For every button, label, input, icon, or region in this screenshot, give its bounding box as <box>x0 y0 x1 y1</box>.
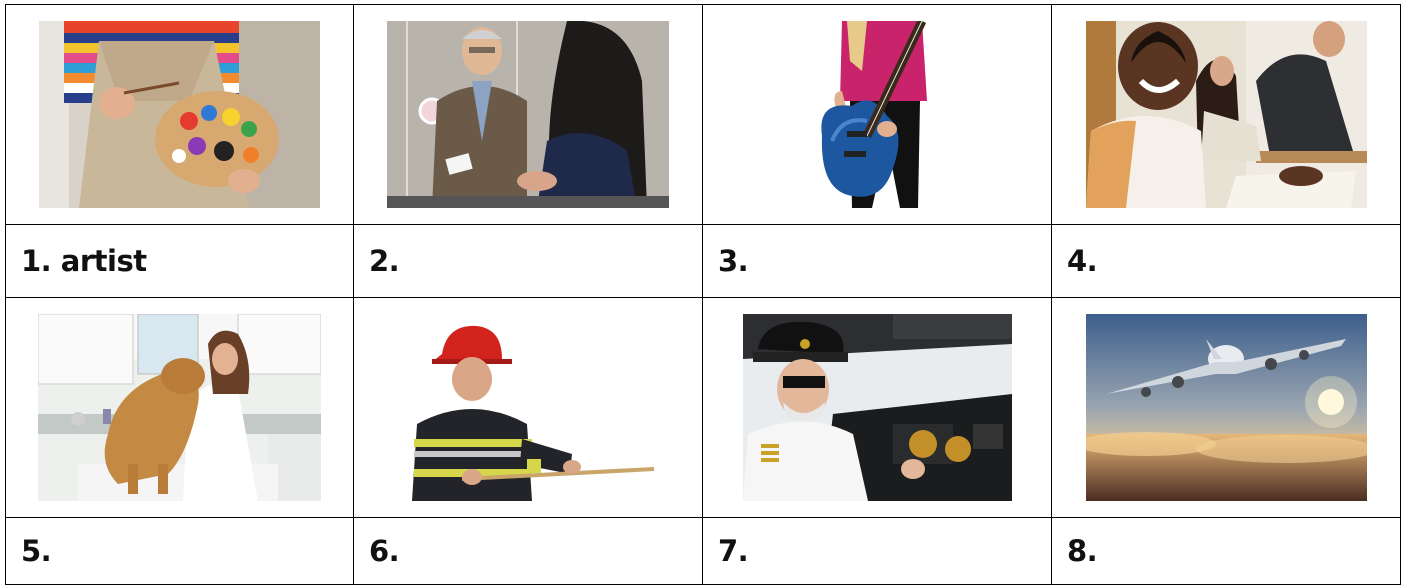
guitarist-photo <box>812 21 942 208</box>
airplane-photo <box>1086 314 1367 501</box>
pilot-photo <box>743 314 1012 501</box>
answer-label-2: 2. <box>369 244 400 278</box>
student-photo <box>1086 21 1367 208</box>
cell-picture-7 <box>703 298 1052 518</box>
label-cell-7 <box>703 518 1052 585</box>
cell-picture-8 <box>1052 298 1401 518</box>
cell-picture-3 <box>703 5 1052 225</box>
label-cell-1 <box>6 225 354 298</box>
cell-picture-6 <box>354 298 703 518</box>
cell-picture-4 <box>1052 5 1401 225</box>
occupations-worksheet <box>5 4 1401 585</box>
label-cell-5 <box>6 518 354 585</box>
cell-picture-1 <box>6 5 354 225</box>
veterinarian-photo <box>38 314 321 501</box>
answer-label-5: 5. <box>21 534 52 568</box>
label-cell-2 <box>354 225 703 298</box>
answer-label-3: 3. <box>718 244 749 278</box>
answer-label-8: 8. <box>1067 534 1098 568</box>
answer-label-6: 6. <box>369 534 400 568</box>
cell-picture-2 <box>354 5 703 225</box>
firefighter-photo <box>402 314 654 501</box>
answer-label-1: 1. artist <box>21 244 147 278</box>
answer-label-7: 7. <box>718 534 749 568</box>
cell-picture-5 <box>6 298 354 518</box>
label-cell-4 <box>1052 225 1401 298</box>
bank-teller-photo <box>387 21 669 208</box>
label-cell-6 <box>354 518 703 585</box>
answer-label-4: 4. <box>1067 244 1098 278</box>
label-cell-8 <box>1052 518 1401 585</box>
label-cell-3 <box>703 225 1052 298</box>
artist-photo <box>39 21 320 208</box>
